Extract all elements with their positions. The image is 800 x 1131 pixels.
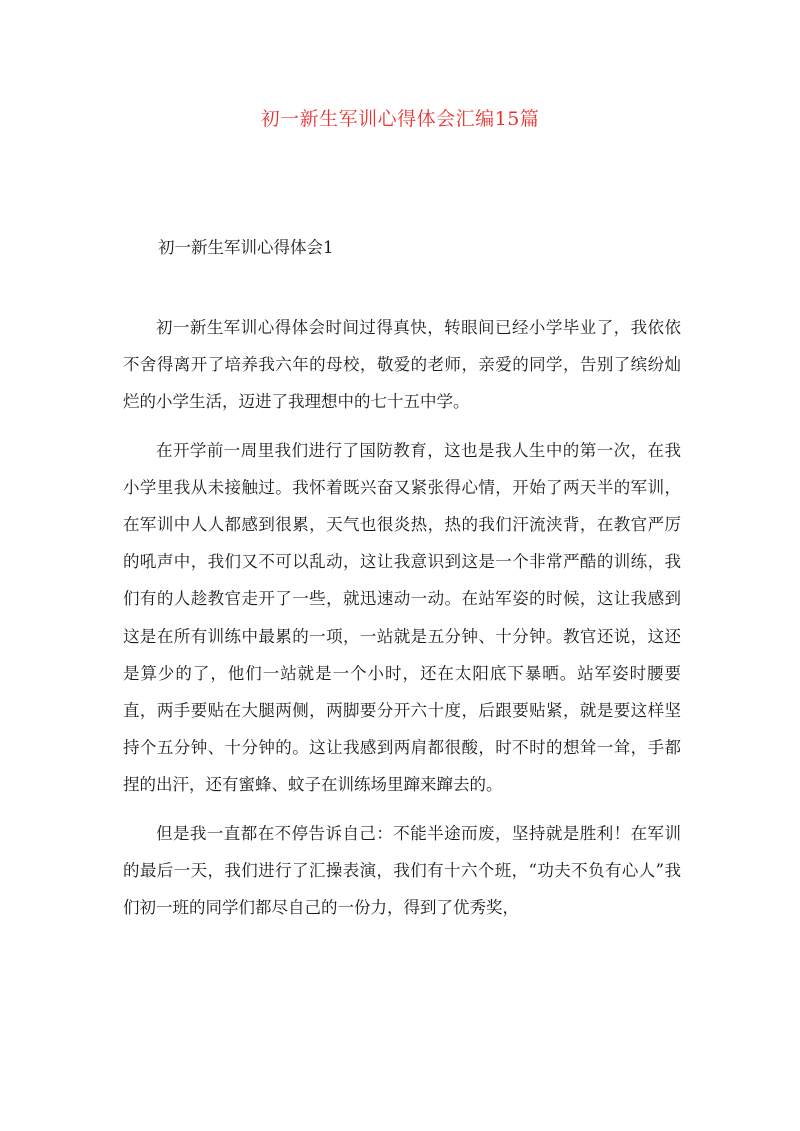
paragraph: 在开学前一周里我们进行了国防教育，这也是我人生中的第一次，在我小学里我从未接触过。我怀着既兴奋又紧张得心情，开始了两天半的军训，在军训中人人都感到很累，天气也很炎热，热的我们汗流浃背，在教官严厉的吼声中，我们又不可以乱动，这让我意识到这是一个非常严酷的训练，我们有的人趁教官走开了一些，就迅速动一动。在站军姿的时候，这让我感到这是在所有训练中最累的一项，一站就是五分钟、十分钟。教官还说，这还是算少的了，他们一站就是一个小时，还在太阳底下暴晒。站军姿时腰要直，两手要贴在大腿两侧，两脚要分开六十度，后跟要贴紧，就是要这样坚持个五分钟、十分钟的。这让我感到两肩都很酸，时不时的想耸一耸，手都捏的出汗，还有蜜蜂、蚊子在训练场里蹿来蹿去的。 [123,440,681,795]
paragraph: 但是我一直都在不停告诉自己：不能半途而废，坚持就是胜利！在军训的最后一天，我们进行了汇操表演，我们有十六个班，“功夫不负有心人”我们初一班的同学们都尽自己的一份力，得到了优秀奖， [123,823,681,918]
paragraph: 初一新生军训心得体会时间过得真快，转眼间已经小学毕业了，我依依不舍得离开了培养我六年的母校，敬爱的老师，亲爱的同学，告别了缤纷灿烂的小学生活，迈进了我理想中的七十五中学。 [123,318,681,412]
document-body [123,309,681,937]
section-heading: 初一新生军训心得体会1 [158,238,334,257]
document-title: 初一新生军训心得体会汇编15篇 [260,108,540,130]
